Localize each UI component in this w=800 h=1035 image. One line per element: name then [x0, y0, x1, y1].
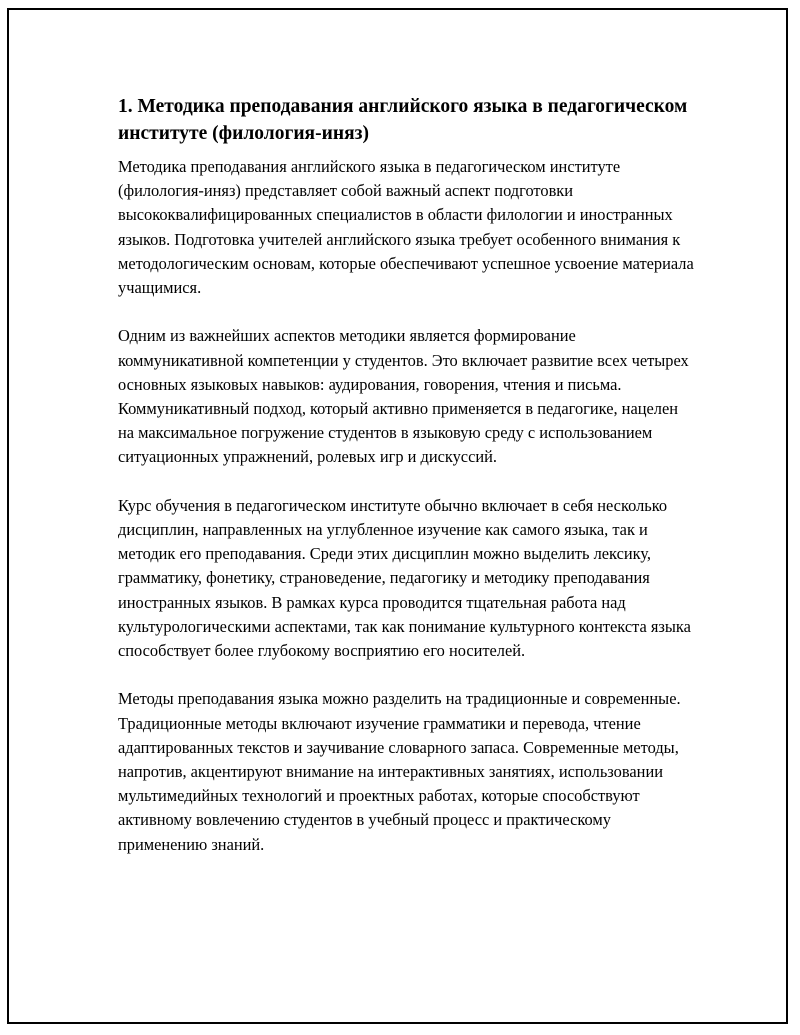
section-title: 1. Методика преподавания английского языка в педагогическом институте (филология-иняз) — [118, 96, 688, 144]
paragraph-2: Одним из важнейших аспектов методики является формирование коммуникативной компетенции у студентов. Это включает развитие всех четырех основных языковых навыков: аудирования, говорения, чтения и письма. Коммуникативный подход, который активно применяется в педагогике, нацелен на максимальное погружение студентов в языковую среду с использованием ситуационных упражнений, ролевых игр и дискуссий. — [118, 326, 689, 467]
document-body — [118, 93, 698, 881]
paragraph-4: Методы преподавания языка можно разделить на традиционные и современные. Традиционные методы включают изучение грамматики и перевода, чтение адаптированных текстов и заучивание словарного запаса. Современные методы, напротив, акцентируют внимание на интерактивных занятиях, использовании мультимедийных технологий и проектных работах, которые способствуют активному вовлечению студентов в учебный процесс и практическому применению знаний. — [118, 689, 681, 854]
paragraph-3: Курс обучения в педагогическом институте обычно включает в себя несколько дисциплин, направленных на углубленное изучение как самого языка, так и методик его преподавания. Среди этих дисциплин можно выделить лексику, грамматику, фонетику, страноведение, педагогику и методику преподавания иностранных языков. В рамках курса проводится тщательная работа над культурологическими аспектами, так как понимание культурного контекста языка способствует более глубокому восприятию его носителей. — [118, 495, 691, 661]
paragraph-1: Методика преподавания английского языка в педагогическом институте (филология-иняз) представляет собой важный аспект подготовки высококвалифицированных специалистов в области филологии и иностранных языков. Подготовка учителей английского языка требует особенного внимания к методологическим основам, которые обеспечивают успешное усвоение материала учащимися. — [118, 157, 694, 298]
